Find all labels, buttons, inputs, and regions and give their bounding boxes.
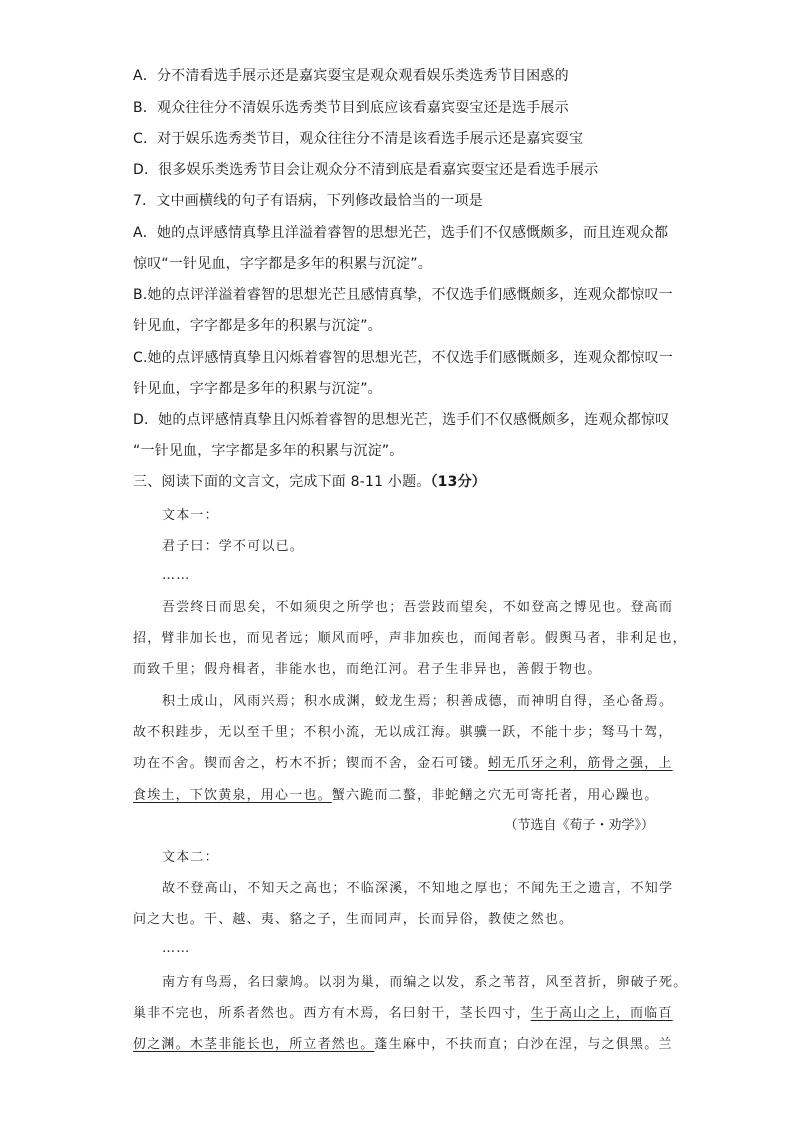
text1-p2-line4-underlined: 食埃土，下饮黄泉，用心一也。 [133, 788, 332, 803]
text1-p1-line2: 招，臂非加长也，而见者远；顺风而呼，声非加疾也，而闻者彰。假舆马者，非利足也， [133, 631, 687, 646]
text2-p2-line2-plain: 巢非不完也，所系者然也。西方有木焉，名曰射干，茎长四寸， [133, 1006, 531, 1021]
text1-p2-line3-underlined: 蚓无爪牙之利，筋骨之强，上 [488, 756, 673, 771]
text1-source: （节选自《荀子・劝学》） [504, 818, 654, 833]
text2-p2-line3-underlined: 仞之渊。木茎非能长也，所立者然也。 [133, 1037, 375, 1052]
text1-label: 文本一： [162, 508, 219, 523]
q6-option-d: D．很多娱乐类选秀节目会让观众分不清到底是看嘉宾耍宝还是看选手展示 [133, 162, 599, 178]
q7-option-a-line1: A．她的点评感情真挚且洋溢着睿智的思想光芒，选手们不仅感慨颇多，而且连观众都 [133, 225, 669, 241]
text2-p2-line3 [133, 1035, 673, 1055]
text1-p2-line3-plain: 功在不舍。锲而舍之，朽木不折；锲而不舍，金石可镂。 [133, 756, 489, 771]
q6-option-c: C．对于娱乐选秀类节目，观众往往分不清是该看选手展示还是嘉宾耍宝 [133, 131, 584, 147]
text2-ellipsis: …… [162, 941, 191, 956]
text2-p1-line1: 故不登高山，不知天之高也；不临深溪，不知地之厚也；不闻先王之遗言，不知学 [162, 881, 674, 896]
text2-p2-line2 [133, 1004, 673, 1024]
text2-p2-line2-underlined: 生于高山之上，而临百 [530, 1006, 673, 1021]
text1-p2-line3 [133, 754, 673, 774]
q7-stem: 7．文中画横线的句子有语病，下列修改最恰当的一项是 [133, 193, 483, 209]
section3-heading [133, 472, 673, 492]
text2-p2-line1: 南方有鸟焉，名曰蒙鸠。以羽为巢，而编之以发，系之苇苕，风至苕折，卵破子死。 [162, 975, 688, 990]
q7-option-c-line1: C.她的点评感情真挚且闪烁着睿智的思想光芒，不仅选手们感慨颇多，连观众都惊叹一 [133, 350, 674, 366]
text1-line1: 君子曰：学不可以已。 [162, 539, 305, 554]
text2-label: 文本二： [162, 850, 219, 865]
q6-option-a: A．分不清看选手展示还是嘉宾耍宝是观众观看娱乐类选秀节目困惑的 [133, 68, 569, 84]
text2-p1-line2: 问之大也。干、越、夷、貉之子，生而同声，长而异俗，教使之然也。 [133, 912, 574, 927]
text1-ellipsis: …… [162, 568, 191, 583]
section3-heading-text: 三、阅读下面的文言文，完成下面 8-11 小题。 [133, 474, 431, 490]
text1-p2-line2: 故不积跬步，无以至千里；不积小流，无以成江海。骐骥一跃，不能十步；驽马十驾， [133, 725, 673, 740]
q7-option-b-line2: 针见血，字字都是多年的积累与沉淀”。 [133, 318, 382, 334]
q6-option-b: B．观众往往分不清娱乐选秀类节目到底应该看嘉宾耍宝还是选手展示 [133, 100, 569, 116]
section3-score: （13分） [430, 474, 486, 490]
text2-p2-line3-plain: 蓬生麻中，不扶而直；白沙在涅，与之俱黑。兰 [374, 1037, 673, 1052]
text1-p2-line4 [133, 786, 673, 806]
text1-p2-line1: 积土成山，风雨兴焉；积水成渊，蛟龙生焉；积善成德，而神明自得，圣心备焉。 [162, 694, 674, 709]
text1-p1-line3: 而致千里；假舟楫者，非能水也，而绝江河。君子生非异也，善假于物也。 [133, 662, 602, 677]
q7-option-b-line1: B.她的点评洋溢着睿智的思想光芒且感情真挚，不仅选手们感慨颇多，连观众都惊叹一 [133, 287, 673, 303]
q7-option-a-line2: 惊叹“一针见血，字字都是多年的积累与沉淀”。 [133, 256, 432, 272]
q7-option-d-line1: D．她的点评感情真挚且闪烁着睿智的思想光芒，选手们不仅感慨颇多，连观众都惊叹 [133, 412, 670, 428]
text1-p1-line1: 吾尝终日而思矣，不如须臾之所学也；吾尝跂而望矣，不如登高之博见也。登高而 [162, 600, 674, 615]
q7-option-c-line2: 针见血，字字都是多年的积累与沉淀”。 [133, 381, 382, 397]
text1-p2-line4-plain: 蟹六跪而二螯，非蛇鳝之穴无可寄托者，用心躁也。 [331, 788, 659, 803]
q7-option-d-line2: “一针见血，字字都是多年的积累与沉淀”。 [133, 443, 404, 459]
